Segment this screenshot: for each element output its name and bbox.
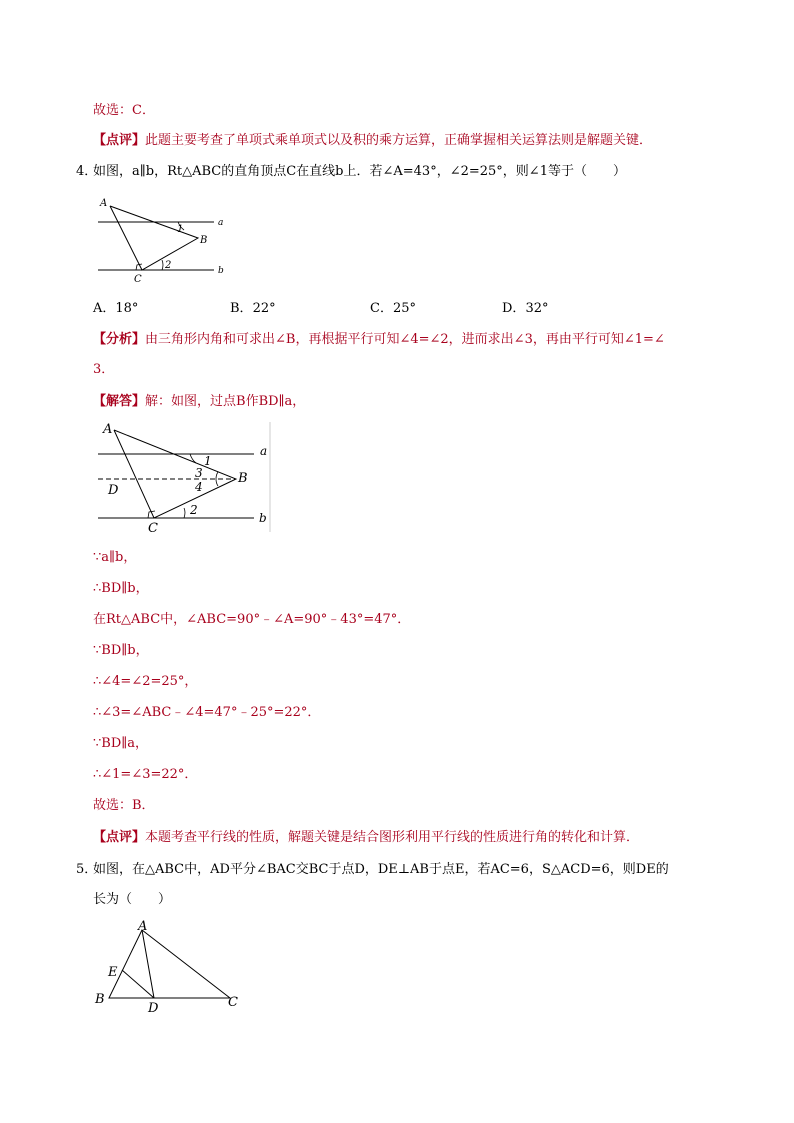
fig2-label-4: 4 bbox=[195, 480, 203, 494]
fig1-label-A: A bbox=[100, 198, 108, 209]
solution-intro: 解：如图，过点B作BD∥a， bbox=[145, 394, 306, 409]
q4-answer: 故选：B． bbox=[93, 798, 155, 813]
q4-solution bbox=[93, 393, 305, 411]
q5-figure bbox=[92, 920, 247, 1016]
option-b[interactable]: B．22° bbox=[230, 301, 276, 316]
q4-analysis bbox=[93, 331, 665, 349]
fig2-label-b: b bbox=[259, 511, 267, 525]
q5-stem-cont: 长为（ ） bbox=[93, 892, 172, 907]
q4-step-8: ∴∠1=∠3=22°． bbox=[93, 767, 198, 782]
comment-text: 此题主要考查了单项式乘单项式以及积的乘方运算，正确掌握相关运算法则是解题关键． bbox=[145, 133, 653, 148]
q4-step-6: ∴∠3=∠ABC﹣∠4=47°﹣25°=22°． bbox=[93, 705, 321, 720]
comment-tag: 【点评】 bbox=[93, 830, 146, 845]
q5-number: 5． bbox=[76, 862, 98, 877]
solution-tag: 【解答】 bbox=[93, 394, 146, 409]
fig1-label-2: 2 bbox=[165, 260, 172, 271]
q4-figure bbox=[92, 192, 232, 284]
fig2-label-3: 3 bbox=[195, 466, 203, 480]
analysis-text: 由三角形内角和可求出∠B，再根据平行可知∠4=∠2，进而求出∠3，再由平行可知∠1=∠ bbox=[145, 332, 665, 347]
fig1-label-a: a bbox=[218, 218, 224, 228]
fig1-label-1: 1 bbox=[177, 224, 184, 235]
fig3-label-E: E bbox=[108, 965, 118, 980]
fig3-label-D: D bbox=[148, 1001, 159, 1016]
analysis-tag: 【分析】 bbox=[93, 332, 146, 347]
comment-tag: 【点评】 bbox=[93, 133, 146, 148]
fig2-label-a: a bbox=[260, 444, 268, 458]
option-a[interactable]: A．18° bbox=[93, 301, 139, 316]
fig3-label-A: A bbox=[138, 920, 148, 934]
q5-stem: 如图，在△ABC中，AD平分∠BAC交BC于点D，DE⊥AB于点E，若AC=6，S△ACD=6，则DE的 bbox=[93, 862, 669, 877]
q4-analysis-cont: 3． bbox=[93, 362, 115, 377]
q4-comment bbox=[93, 829, 639, 847]
fig1-label-C: C bbox=[134, 274, 142, 284]
q4-stem: 如图，a∥b，Rt△ABC的直角顶点C在直线b上．若∠A=43°，∠2=25°，则∠1等于（ ） bbox=[93, 164, 626, 179]
q4-step-5: ∴∠4=∠2=25°， bbox=[93, 674, 198, 689]
fig3-label-B: B bbox=[95, 992, 105, 1007]
fig3-label-C: C bbox=[228, 995, 238, 1010]
q4-step-1: ∵a∥b， bbox=[93, 550, 137, 565]
fig1-label-b: b bbox=[218, 266, 224, 276]
q4-step-7: ∵BD∥a， bbox=[93, 736, 149, 751]
q3-answer: 故选：C． bbox=[93, 103, 155, 118]
comment-text: 本题考查平行线的性质，解题关键是结合图形利用平行线的性质进行角的转化和计算． bbox=[145, 830, 640, 845]
fig2-label-D: D bbox=[108, 483, 119, 498]
option-d[interactable]: D．32° bbox=[502, 301, 549, 316]
fig1-label-B: B bbox=[200, 235, 208, 246]
q4-number: 4． bbox=[76, 164, 98, 179]
fig2-label-B: B bbox=[238, 471, 248, 486]
option-c[interactable]: C．25° bbox=[370, 301, 416, 316]
q4-step-3: 在Rt△ABC中，∠ABC=90°﹣∠A=90°﹣43°=47°． bbox=[93, 612, 411, 627]
fig2-label-2: 2 bbox=[190, 503, 198, 517]
q3-comment bbox=[93, 132, 652, 150]
q4-step-4: ∵BD∥b， bbox=[93, 643, 149, 658]
fig2-label-1: 1 bbox=[204, 454, 212, 468]
fig2-label-C: C bbox=[148, 521, 158, 536]
q4-solution-figure bbox=[92, 418, 277, 536]
fig2-label-A: A bbox=[103, 422, 113, 437]
q4-step-2: ∴BD∥b， bbox=[93, 581, 149, 596]
